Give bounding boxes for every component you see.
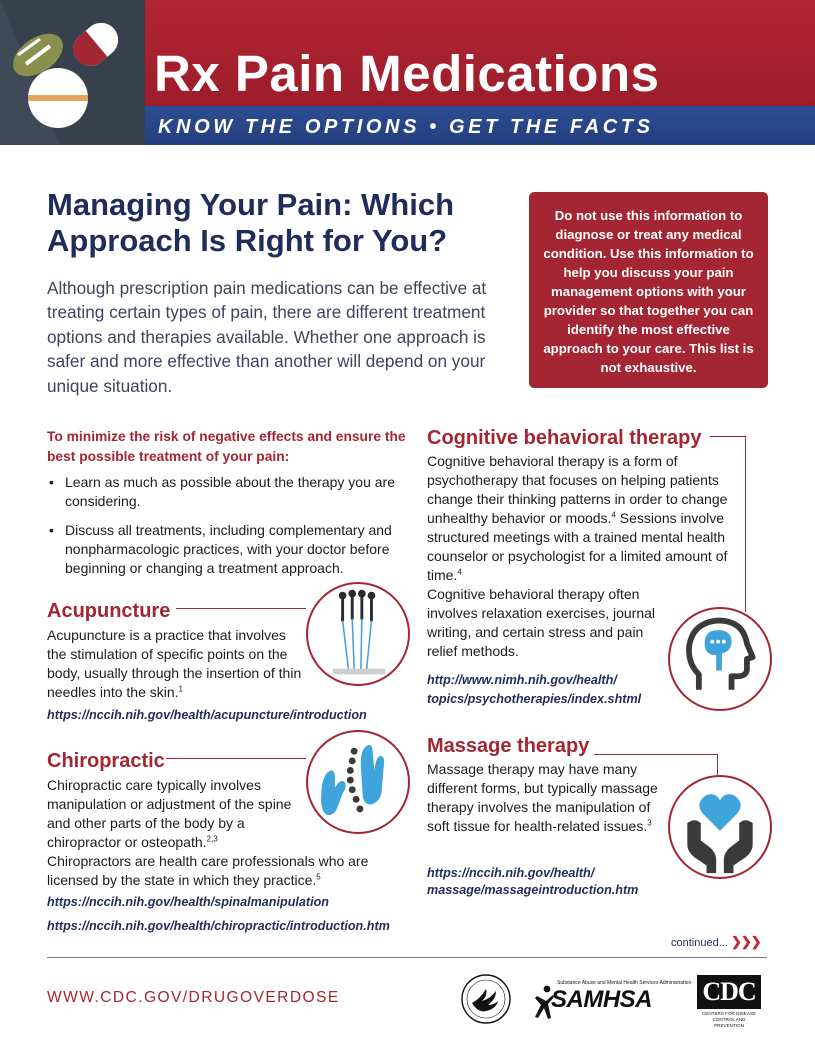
list-item: • Learn as much as possible about the therapy you are considering. [47,473,407,511]
hands-heart-icon [668,775,772,879]
footer-divider [47,957,767,958]
page-title: Rx Pain Medications [154,45,660,102]
chiropractic-intro-link[interactable]: https://nccih.nih.gov/health/chiropractic/introduction.htm [47,919,390,933]
section-divider-vertical [717,754,718,776]
section-divider-vertical [745,436,746,612]
samhsa-tagline: Substance Abuse and Mental Health Services Administration [557,980,692,986]
acupuncture-link[interactable]: https://nccih.nih.gov/health/acupuncture/introduction [47,708,367,722]
chiropractic-body-2 [47,852,397,890]
disclaimer-box [529,192,768,388]
reference-mark: 4 [611,510,616,520]
massage-link-line-1[interactable]: https://nccih.nih.gov/health/ [427,866,595,880]
samhsa-wordmark: SAMHSA [551,986,653,1013]
massage-text: Massage therapy may have many different forms, but typically massage therapy involves the manipulation of soft tissue for health-related issues. [427,761,658,834]
disclaimer-text: Do not use this information to diagnose or treat any medical condition. Use this information to help you discuss your pain management options with your provider so that together you can identify the most effective approach to your care. This list is not exhaustive. [543,208,754,375]
massage-body [427,760,663,836]
section-divider [710,436,746,437]
reference-mark: 5 [316,872,321,882]
cbt-text: Cognitive behavioral therapy is a form of psychotherapy that focuses on helping patients change their thinking patterns in order to change unhealthy behavior or moods. [427,453,728,526]
section-divider [176,608,306,609]
pills-icon [0,0,145,145]
intro-paragraph: Although prescription pain medications can be effective at treating certain types of pain, there are different treatment options and therapies available. Whether one approach is safer and more effective than another will depend on your unique situation. [47,278,487,396]
cbt-body [427,452,737,585]
massage-link-line-2[interactable]: massage/massageintroduction.htm [427,883,639,897]
minimize-risk-list [47,473,407,588]
chiropractic-title: Chiropractic [47,750,165,772]
cbt-body-3: Cognitive behavioral therapy often involves relaxation exercises, journal writing, and certain stress and pain relief methods. [427,586,655,659]
reference-mark: 2,3 [206,834,218,844]
chiropractic-text: Chiropractic care typically involves manipulation or adjustment of the spine and other parts of the body by a chiropractor or osteopath. [47,777,292,850]
list-item: • Discuss all treatments, including complementary and nonpharmacologic practices, with your doctor before beginning or changing a treatment approach. [47,521,407,578]
acupuncture-title: Acupuncture [47,600,171,622]
header-banner [0,0,815,145]
footer-url-link[interactable]: WWW.CDC.GOV/DRUGOVERDOSE [47,989,340,1006]
triple-chevron-right-icon: ❯❯❯ [730,934,761,949]
hhs-eagle-logo [460,973,512,1025]
cdc-tagline: CENTERS FOR DISEASE CONTROL AND PREVENTION [701,1011,757,1028]
page-subtitle: KNOW THE OPTIONS • GET THE FACTS [158,116,654,138]
minimize-risk-heading: To minimize the risk of negative effects and ensure the best possible treatment of your pain: [47,429,406,464]
section-divider [166,758,306,759]
reference-mark: 4 [457,567,462,577]
chiropractic-body [47,776,317,852]
cbt-title: Cognitive behavioral therapy [427,427,702,449]
massage-title: Massage therapy [427,735,590,757]
acupuncture-text: Acupuncture is a practice that involves the stimulation of specific points on the body, usually through the insertion of thin needles into the skin. [47,627,302,700]
chiropractic-text-2: Chiropractors are health care professionals who are licensed by the state in which they practice. [47,853,369,888]
head-brain-icon [668,607,772,711]
continued-label [671,934,761,950]
reference-mark: 3 [647,818,652,828]
samhsa-logo [535,980,692,1020]
reference-mark: 1 [178,684,183,694]
cbt-text-2: Sessions involve structured meetings with a trained mental health counselor or psychologist for a limited amount of time. [427,510,728,583]
continued-text: continued... [671,937,728,949]
intro-heading: Managing Your Pain: Which Approach Is Right for You? [47,187,455,258]
cbt-link-line-2[interactable]: topics/psychotherapies/index.shtml [427,692,642,706]
acupuncture-needles-icon [306,582,410,686]
spinal-manipulation-link[interactable]: https://nccih.nih.gov/health/spinalmanipulation [47,895,329,909]
cdc-wordmark: CDC [697,975,761,1009]
section-divider [594,754,718,755]
acupuncture-body [47,626,305,702]
cdc-logo [697,975,761,1028]
cbt-link-line-1[interactable]: http://www.nimh.nih.gov/health/ [427,673,617,687]
spine-hands-icon [306,730,410,834]
